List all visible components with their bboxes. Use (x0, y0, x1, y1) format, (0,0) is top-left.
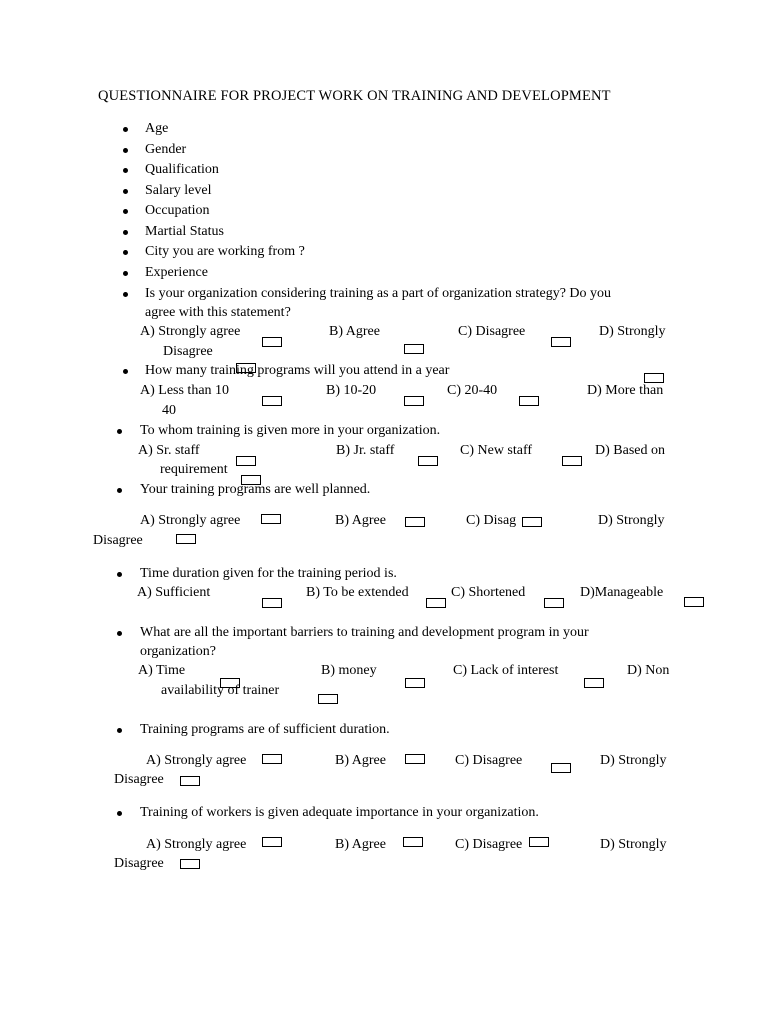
question-text: Your training programs are well planned. (140, 482, 371, 497)
option-d-checkbox[interactable] (644, 373, 664, 383)
option-b-label: B) Agree (335, 837, 386, 852)
option-a-checkbox[interactable] (262, 754, 282, 764)
option-b-checkbox[interactable] (405, 517, 425, 527)
bullet-icon (123, 292, 128, 297)
document-title: QUESTIONNAIRE FOR PROJECT WORK ON TRAINING AND DEVELOPMENT (98, 88, 611, 104)
stray-checkbox[interactable] (236, 363, 256, 373)
option-d-continuation: Disagree (114, 772, 164, 787)
field-salary-level: Salary level (145, 183, 212, 198)
option-a-label: A) Less than 10 (140, 383, 230, 398)
bullet-icon (117, 728, 122, 733)
option-b-checkbox[interactable] (404, 396, 424, 406)
option-a-label: A) Sr. staff (138, 443, 200, 458)
option-d-checkbox[interactable] (318, 694, 338, 704)
field-occupation: Occupation (145, 203, 210, 218)
option-c-checkbox[interactable] (544, 598, 564, 608)
option-d-label: D) Strongly (600, 837, 667, 852)
option-b-checkbox[interactable] (405, 754, 425, 764)
field-experience: Experience (145, 265, 208, 280)
bullet-icon (123, 148, 128, 153)
question-text: Training programs are of sufficient duration. (140, 722, 390, 737)
question-text: Is your organization considering training as a part of organization strategy? Do you (145, 286, 612, 301)
option-a-label: A) Strongly agree (140, 513, 241, 528)
option-a-checkbox[interactable] (262, 396, 282, 406)
option-c-label: C) Lack of interest (453, 663, 559, 678)
option-c-checkbox[interactable] (551, 337, 571, 347)
option-d-checkbox[interactable] (180, 776, 200, 786)
option-a-checkbox[interactable] (236, 456, 256, 466)
bullet-icon (117, 488, 122, 493)
option-d-label: D) Based on (595, 443, 665, 458)
question-text: Training of workers is given adequate importance in your organization. (140, 805, 539, 820)
question-text: agree with this statement? (145, 305, 291, 320)
bullet-icon (123, 369, 128, 374)
option-d-continuation: Disagree (114, 856, 164, 871)
option-a-checkbox[interactable] (262, 598, 282, 608)
question-text: organization? (140, 644, 216, 659)
option-d-checkbox[interactable] (176, 534, 196, 544)
option-b-label: B) 10-20 (326, 383, 377, 398)
option-b-label: B) money (321, 663, 377, 678)
option-c-checkbox[interactable] (562, 456, 582, 466)
option-c-checkbox[interactable] (551, 763, 571, 773)
option-c-label: C) Disagree (455, 753, 523, 768)
option-d-label: D) Strongly (600, 753, 667, 768)
option-a-checkbox[interactable] (262, 337, 282, 347)
question-text: What are all the important barriers to training and development program in your (140, 625, 589, 640)
bullet-icon (123, 168, 128, 173)
option-b-label: B) To be extended (306, 585, 409, 600)
bullet-icon (123, 230, 128, 235)
option-d-checkbox[interactable] (684, 597, 704, 607)
option-b-checkbox[interactable] (426, 598, 446, 608)
option-c-label: C) New staff (460, 443, 533, 458)
question-text: How many training programs will you attend in a year (145, 363, 450, 378)
option-c-label: C) Shortened (451, 585, 526, 600)
option-d-checkbox[interactable] (180, 859, 200, 869)
bullet-icon (123, 127, 128, 132)
option-d-label: D) Non (627, 663, 670, 678)
bullet-icon (117, 811, 122, 816)
option-c-label: C) 20-40 (447, 383, 498, 398)
field-age: Age (145, 121, 169, 136)
option-d-label: D) More than (587, 383, 664, 398)
question-text: Time duration given for the training period is. (140, 566, 397, 581)
option-d-continuation: requirement (160, 462, 228, 477)
option-b-checkbox[interactable] (404, 344, 424, 354)
field-gender: Gender (145, 142, 187, 157)
bullet-icon (117, 572, 122, 577)
option-b-label: B) Agree (335, 513, 386, 528)
option-b-checkbox[interactable] (405, 678, 425, 688)
option-a-label: A) Time (138, 663, 186, 678)
option-b-checkbox[interactable] (403, 837, 423, 847)
field-qualification: Qualification (145, 162, 219, 177)
option-a-label: A) Strongly agree (140, 324, 241, 339)
field-city: City you are working from ? (145, 244, 305, 259)
option-d-label: D) Strongly (598, 513, 665, 528)
option-c-checkbox[interactable] (522, 517, 542, 527)
option-d-continuation: availability of trainer (161, 683, 280, 698)
option-a-label: A) Strongly agree (146, 753, 247, 768)
bullet-icon (117, 631, 122, 636)
bullet-icon (123, 271, 128, 276)
option-a-checkbox[interactable] (261, 514, 281, 524)
option-d-continuation: 40 (162, 403, 176, 418)
option-a-label: A) Strongly agree (146, 837, 247, 852)
option-d-continuation: Disagree (163, 344, 213, 359)
field-martial-status: Martial Status (145, 224, 224, 239)
bullet-icon (117, 429, 122, 434)
option-d-continuation: Disagree (93, 533, 143, 548)
option-d-label: D)Manageable (580, 585, 664, 600)
bullet-icon (123, 250, 128, 255)
bullet-icon (123, 209, 128, 214)
option-b-checkbox[interactable] (418, 456, 438, 466)
option-a-checkbox[interactable] (262, 837, 282, 847)
option-b-label: B) Jr. staff (336, 443, 395, 458)
option-c-label: C) Disag (466, 513, 517, 528)
option-c-checkbox[interactable] (529, 837, 549, 847)
option-c-label: C) Disagree (455, 837, 523, 852)
question-text: To whom training is given more in your organization. (140, 423, 441, 438)
option-b-label: B) Agree (335, 753, 386, 768)
option-c-checkbox[interactable] (519, 396, 539, 406)
option-d-label: D) Strongly (599, 324, 666, 339)
option-a-label: A) Sufficient (137, 585, 211, 600)
bullet-icon (123, 189, 128, 194)
option-c-checkbox[interactable] (584, 678, 604, 688)
option-c-label: C) Disagree (458, 324, 526, 339)
option-b-label: B) Agree (329, 324, 380, 339)
